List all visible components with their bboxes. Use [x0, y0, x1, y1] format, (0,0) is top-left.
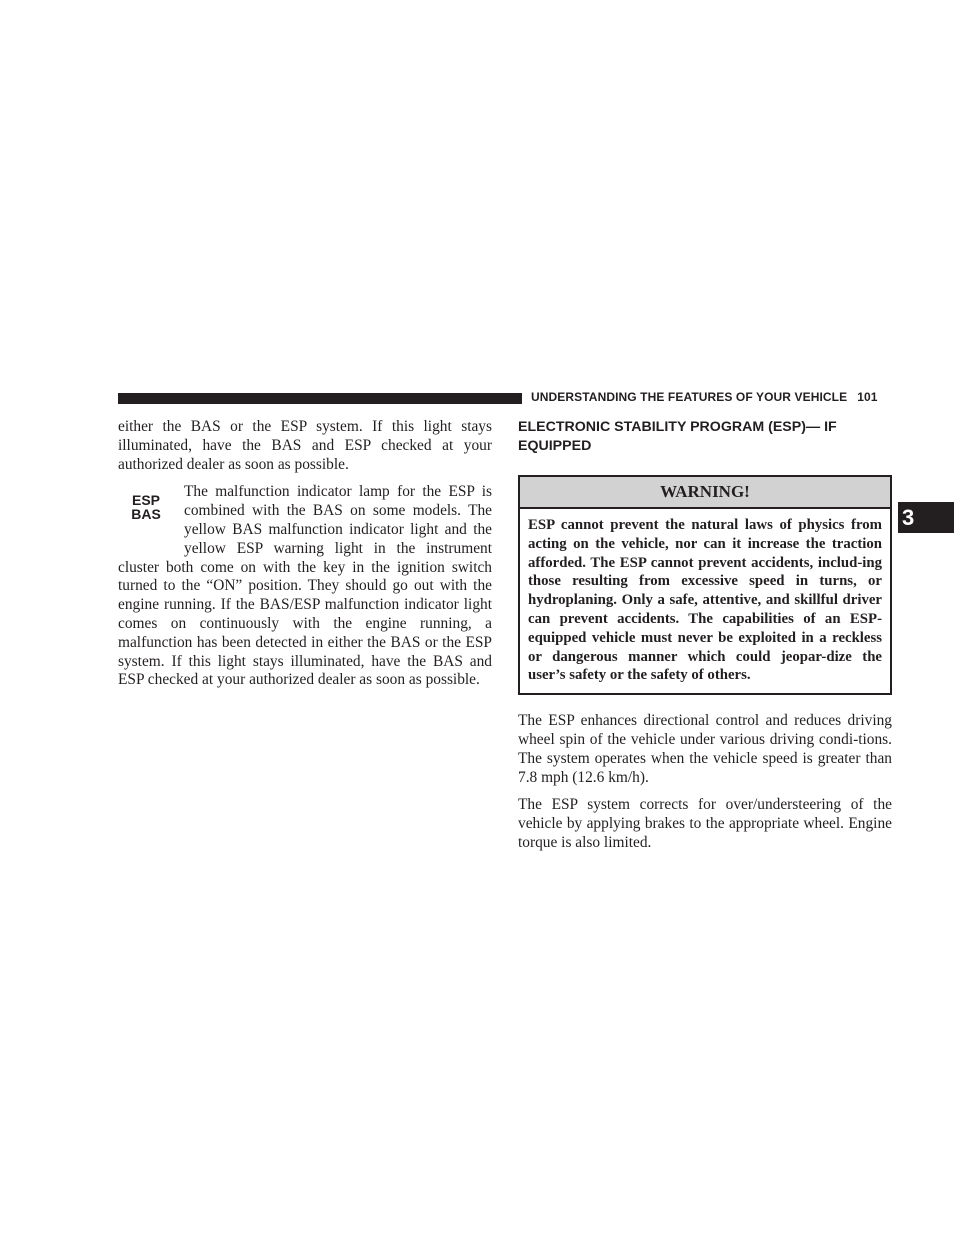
- right-paragraph-1: The ESP enhances directional control and reduces driving wheel spin of the vehicle under various driving condi-tions. The system operates when the vehicle speed is greater than 7.8 mph (12.6 km/h).: [518, 712, 892, 786]
- running-header: [531, 390, 878, 404]
- icon-label-bas: BAS: [131, 506, 161, 523]
- page-number: 101: [857, 390, 878, 404]
- warning-text: ESP cannot prevent the natural laws of physics from acting on the vehicle, nor can it increase the traction afforded. The ESP cannot prevent accidents, includ-ing those resulting from excessive speed in turns, or hydroplaning. Only a safe, attentive, and skillful driver can prevent accidents. The capabilities of an ESP-equipped vehicle must never be exploited in a reckless or dangerous manner which could jeopar-dize the user’s safety or the safety of others.: [528, 517, 882, 684]
- warning-box: [518, 475, 892, 695]
- header-rule: [118, 393, 522, 404]
- chapter-tab: 3: [898, 502, 954, 533]
- icon-label-esp: ESP: [131, 492, 160, 509]
- right-column: [518, 418, 892, 862]
- left-column: [118, 418, 492, 690]
- left-paragraph-2: The malfunction indicator lamp for the ESP is combined with the BAS on some models. The yellow BAS malfunction indicator light and the yellow ESP warning light in the instrument cluster both come on with the key in the ignition switch turned to the “ON” position. They should go out with the engine running. If the BAS/ESP malfunction indicator light comes on continuously with the engine running, a malfunction has been detected in either the BAS or the ESP system. If this light stays illuminated, have the BAS and ESP checked at your authorized dealer as soon as possible.: [118, 483, 492, 689]
- warning-title: WARNING!: [520, 477, 890, 509]
- right-paragraph-2: The ESP system corrects for over/understeering of the vehicle by applying brakes to the appropriate wheel. Engine torque is also limited.: [518, 796, 892, 851]
- left-paragraph-1: either the BAS or the ESP system. If this light stays illuminated, have the BAS and ESP checked at your authorized dealer as soon as possible.: [118, 418, 492, 473]
- section-heading: ELECTRONIC STABILITY PROGRAM (ESP)— IF EQUIPPED: [518, 419, 837, 454]
- esp-bas-indicator-icon: [118, 489, 174, 547]
- header-title: UNDERSTANDING THE FEATURES OF YOUR VEHICLE: [531, 390, 848, 404]
